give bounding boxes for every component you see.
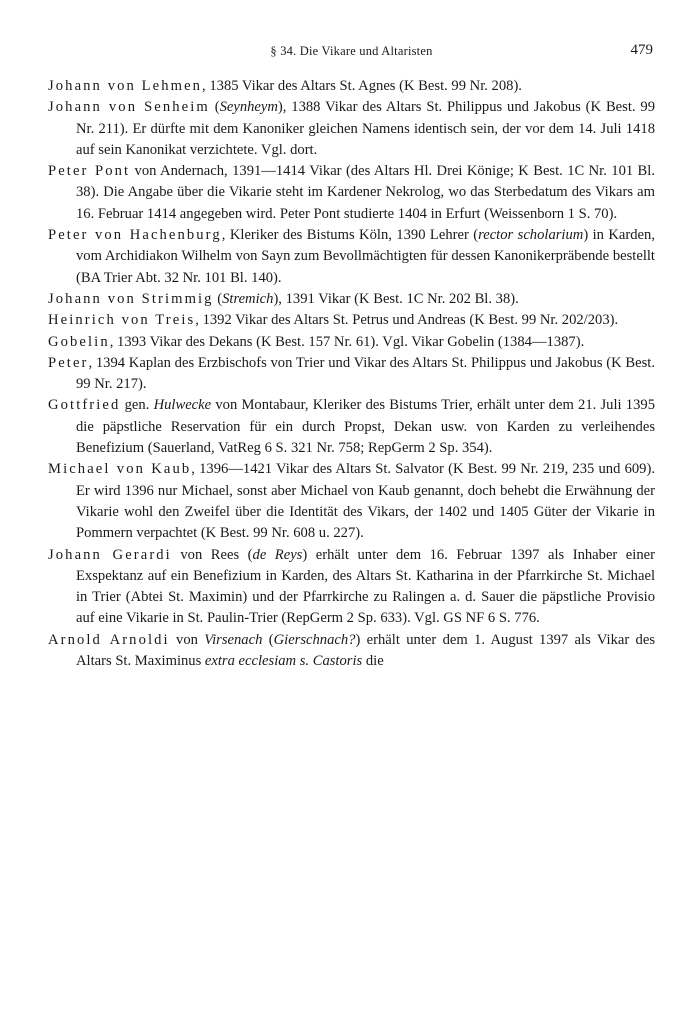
entry bbox=[48, 310, 655, 331]
entry-name: Johann von Strimmig bbox=[48, 290, 214, 307]
entry-text: von Rees ( bbox=[171, 546, 253, 563]
entry-name: Johann Gerardi bbox=[48, 546, 172, 563]
entry-alias: rector scholarium bbox=[478, 227, 584, 244]
entry bbox=[48, 76, 655, 97]
entry-text: die bbox=[362, 653, 384, 670]
entry-text: ( bbox=[262, 631, 274, 648]
entry bbox=[48, 459, 655, 544]
entry bbox=[48, 395, 655, 459]
entry bbox=[48, 353, 655, 396]
entry-text: , 1385 Vikar des Altars St. Agnes (K Best. 99 Nr. 208). bbox=[202, 78, 522, 94]
entry-alias: Virsenach bbox=[204, 631, 263, 648]
entry-alias: Stremich bbox=[222, 290, 274, 307]
running-title: § 34. Die Vikare und Altaristen bbox=[270, 44, 433, 58]
entry-text: ) erhält unter dem 16. Februar 1397 als Inhaber einer Exspektanz auf ein Benefizium in Karden, des Altars St. Katharina in der Pfarrkirche St. Michael in Trier (Abtei St. Maximin) und der Pfarrkirche zu Ralingen a. d. Sauer die päpstliche Provisio auf eine Vikarie in St. Paulin-Trier (RepGerm 2 Sp. 633). Vgl. GS NF 6 S. 776. bbox=[76, 546, 655, 627]
entry-text: , 1392 Vikar des Altars St. Petrus und Andreas (K Best. 99 Nr. 202/203). bbox=[195, 312, 619, 329]
page-number: 479 bbox=[630, 42, 653, 58]
entry bbox=[48, 332, 655, 353]
entry bbox=[48, 97, 655, 161]
entry-text: von bbox=[169, 631, 205, 648]
entry-name: Gottfried bbox=[48, 397, 121, 414]
entry-name: Johann von Lehmen bbox=[48, 78, 203, 94]
entry bbox=[48, 225, 655, 289]
entry-alias: de Reys bbox=[252, 546, 303, 563]
entry bbox=[48, 161, 655, 225]
running-head bbox=[48, 42, 655, 66]
entry-text: ), 1388 Vikar des Altars St. Philippus und Jakobus (K Best. 99 Nr. 211). Er dürfte mit dem Kanoniker gleichen Namens identisch sein, der vor dem 14. Juli 1418 auf sein Kanonikat verzichtete. Vgl. dort. bbox=[76, 99, 655, 158]
entry-text: , 1394 Kaplan des Erzbischofs von Trier und Vikar des Altars St. Philippus und Jakobus (K Best. 99 Nr. 217). bbox=[76, 354, 655, 393]
entry-name: Michael von Kaub bbox=[48, 461, 192, 478]
entry bbox=[48, 289, 655, 310]
entry-name: Arnold Arnoldi bbox=[48, 631, 170, 648]
entry-name: Peter von Hachenburg bbox=[48, 227, 222, 244]
entry-text: , 1393 Vikar des Dekans (K Best. 157 Nr. 61). Vgl. Vikar Gobelin (1384—1387). bbox=[109, 333, 585, 350]
entry-alias: Seynheym bbox=[219, 99, 278, 116]
entry-text: , 1396—1421 Vikar des Altars St. Salvator (K Best. 99 Nr. 219, 235 und 609). Er wird 1396 nur Michael, sonst aber Michael von Kaub genannt, doch behebt die Erwähnung der Vikarie wohl den Zweifel über die Identität des Vikars, der 1402 und 1405 Güter der Vikarie in Pommern verpachtet (K Best. 99 Nr. 608 u. 227). bbox=[76, 461, 655, 542]
entry-alias: Hulwecke bbox=[153, 397, 212, 414]
entry-alias: extra ecclesiam s. Castoris bbox=[204, 653, 363, 670]
entry-name: Peter bbox=[48, 354, 89, 371]
entry-text: gen. bbox=[120, 397, 154, 414]
entry bbox=[48, 630, 655, 673]
entry-text: von Montabaur, Kleriker des Bistums Trier, erhält unter dem 21. Juli 1395 die päpstliche Reservation für ein durch Propst, Dekan usw. von Karden zu verleihendes Benefizium (Sauerland, VatReg 6 S. 321 Nr. 758; RepGerm 2 Sp. 354). bbox=[76, 397, 655, 457]
entry-text: von Andernach, 1391—1414 Vikar (des Altars Hl. Drei Könige; K Best. 1C Nr. 101 Bl. 38). Die Angabe über die Vikarie steht im Kardener Nekrolog, wo das Sterbedatum des Vikars am 16. Februar 1414 angegeben wird. Peter Pont studierte 1404 in Erfurt (Weissenborn 1 S. 70). bbox=[76, 163, 655, 222]
entry-text: ) erhält unter dem 1. August 1397 als Vikar des Altars St. Maximinus bbox=[76, 631, 656, 670]
entry-text: ) in Karden, vom Archidiakon Wilhelm von Sayn zum Bevollmächtigten für dessen Kanonikerpräbende bestellt (BA Trier Abt. 32 Nr. 101 Bl. 140). bbox=[76, 227, 655, 286]
entry bbox=[48, 545, 655, 630]
entry-list bbox=[48, 76, 655, 672]
entry-name: Peter Pont bbox=[48, 163, 131, 180]
entry-alias: Gierschnach? bbox=[273, 631, 356, 648]
entry-text: ), 1391 Vikar (K Best. 1C Nr. 202 Bl. 38). bbox=[273, 290, 519, 307]
entry-text: ( bbox=[213, 290, 223, 307]
entry-name: Gobelin bbox=[48, 333, 110, 350]
entry-name: Johann von Senheim bbox=[48, 99, 210, 116]
entry-text: , Kleriker des Bistums Köln, 1390 Lehrer ( bbox=[221, 227, 479, 244]
entry-name: Heinrich von Treis bbox=[48, 312, 196, 329]
entry-text: ( bbox=[209, 99, 220, 116]
